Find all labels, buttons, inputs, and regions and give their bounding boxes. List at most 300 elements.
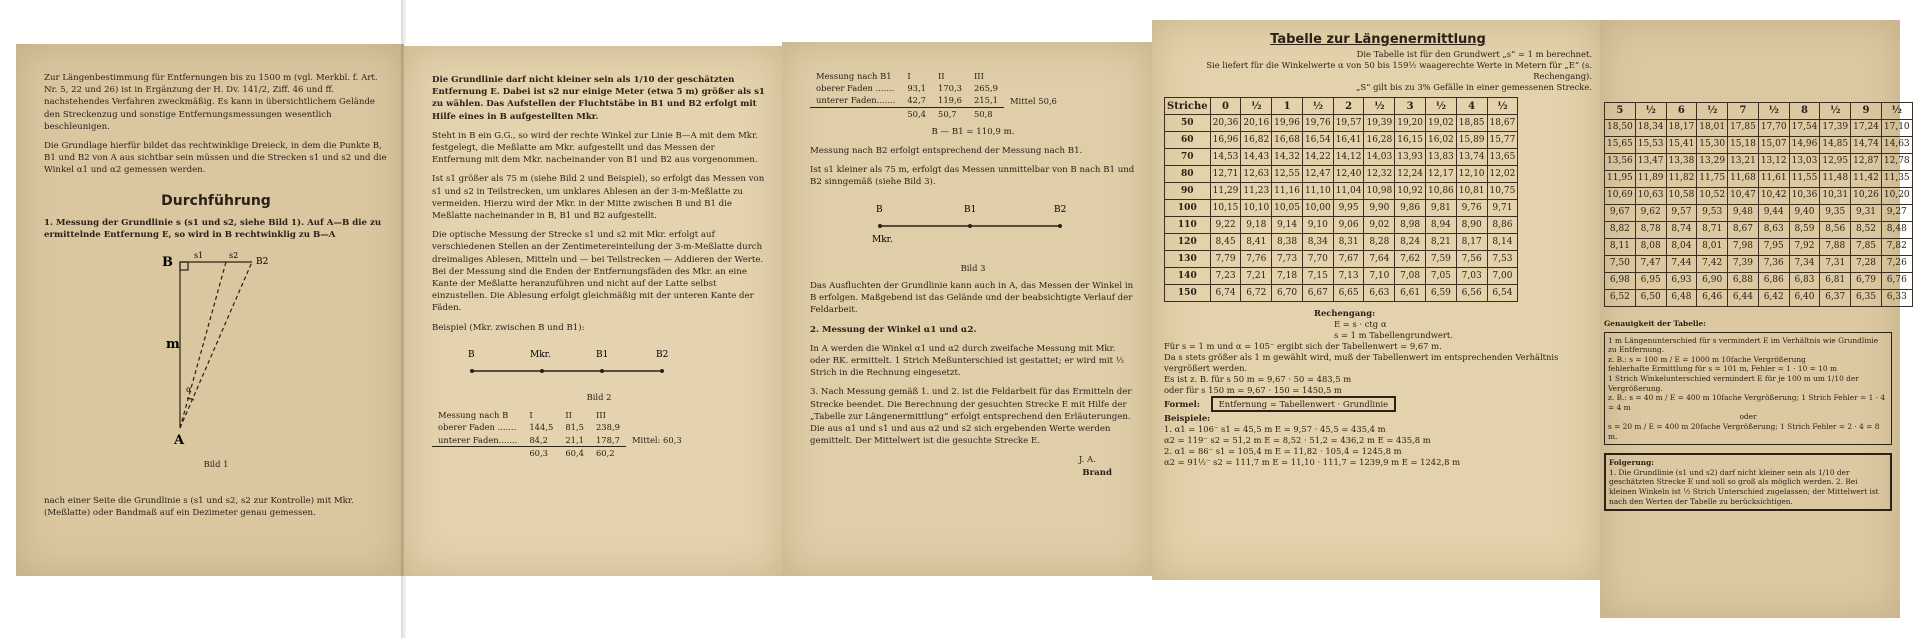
table-cell: 6,59 [1426,285,1457,302]
table-cell: 84,2 [529,434,548,445]
table-cell: 8,24 [1395,234,1426,251]
table-cell: 8,08 [1635,239,1666,256]
table-cell: 9,76 [1456,200,1487,217]
table-row [1605,137,1913,154]
table-cell: 6,65 [1333,285,1364,302]
table-cell: 7,28 [1851,256,1882,273]
table-cell: 130 [1165,251,1211,268]
table-cell: 18,34 [1635,120,1666,137]
table-cell: 12,02 [1487,166,1518,183]
table-cell: 6,90 [1697,273,1728,290]
table-cell: 110 [1165,217,1211,234]
signature-line-1: J. A. [1078,455,1096,466]
table-cell: 170,3 [937,83,962,94]
beispiel-label: Beispiel (Mkr. zwischen B und B1): [432,322,585,333]
table-cell: 11,61 [1758,171,1789,188]
table-cell: III [973,71,984,81]
table-cell: 7,31 [1820,256,1851,273]
beispiel-1a: 1. α1 = 106⁻ s1 = 45,5 m E = 9,57 · 45,5 = 435,4 m [1164,424,1386,434]
table-cell: 7,13 [1333,268,1364,285]
line3-label-b: B [876,204,883,215]
example-line-2: oder für s 150 m = 9,67 · 150 = 1450,5 m [1164,385,1342,395]
table-cell: 13,29 [1697,154,1728,171]
table-cell: 14,22 [1302,149,1333,166]
table-cell: 14,12 [1333,149,1364,166]
table-cell: 10,15 [1210,200,1241,217]
table-cell: 7,67 [1333,251,1364,268]
table-cell: 10,31 [1820,188,1851,205]
table-cell: 9,53 [1697,205,1728,222]
table-cell: 6,63 [1364,285,1395,302]
table-row [1165,217,1518,234]
table-cell: 9,67 [1605,205,1636,222]
table-cell: 13,03 [1789,154,1820,171]
table-header-cell: 5 [1605,103,1636,120]
table-header-row [432,409,688,421]
table-cell: 6,44 [1728,290,1759,307]
table-cell: 81,5 [565,422,584,433]
formel-label: Formel: [1164,399,1200,409]
table-cell: 6,98 [1605,273,1636,290]
table-cell: 15,53 [1635,137,1666,154]
table-cell: 8,78 [1635,222,1666,239]
table-row [1165,183,1518,200]
table-cell: 60,2 [595,447,615,458]
p3-paragraph-3: Das Ausfluchten der Grundlinie kann auch in A, das Messen der Winkel in B erfolgen. Maßgebend ist das Gelände und der beabsichtigte Verlauf der Feldarbeit. [810,281,1134,316]
table-cell: 7,26 [1881,256,1912,273]
table-cell: 8,82 [1605,222,1636,239]
rechengang-title: Rechengang: [1314,308,1376,318]
table-cell: 12,40 [1333,166,1364,183]
table-cell: 18,85 [1456,115,1487,132]
table-cell: 100 [1165,200,1211,217]
table-cell: 7,39 [1728,256,1759,273]
table-cell: 14,63 [1881,137,1912,154]
example-line-1: Es ist z. B. für s 50 m = 9,67 · 50 = 483,5 m [1164,374,1352,384]
table-cell: I [907,71,911,81]
table-cell: 11,23 [1241,183,1272,200]
table-cell: 11,75 [1697,171,1728,188]
table-cell: Messung nach B1 [816,71,892,81]
table-cell: 6,37 [1820,290,1851,307]
table-cell: 18,67 [1487,115,1518,132]
table-row [1605,290,1913,307]
table-cell: 13,56 [1605,154,1636,171]
table-cell: 6,67 [1302,285,1333,302]
length-table-left [1164,97,1518,302]
table-cell: 8,17 [1456,234,1487,251]
table-cell: 9,48 [1728,205,1759,222]
beispiel-2a: 2. α1 = 86⁻ s1 = 105,4 m E = 11,82 · 105,4 = 1245,8 m [1164,446,1402,456]
table-cell: 16,41 [1333,132,1364,149]
mittel-value: Mittel: 60,3 [631,435,682,446]
table-cell: 60 [1165,132,1211,149]
table-cell: 12,32 [1364,166,1395,183]
fig-label-alpha: α [186,385,192,395]
measurement-table-b1 [810,70,1063,120]
table-row [1165,149,1518,166]
table-cell: 14,43 [1241,149,1272,166]
table-header-cell: 6 [1666,103,1697,120]
table-cell: 8,45 [1210,234,1241,251]
table-cell: 6,81 [1820,273,1851,290]
table-cell: 11,89 [1635,171,1666,188]
table-cell: 265,9 [973,83,998,94]
table-cell: unterer Faden....... [438,434,518,445]
figure-2-line [432,341,752,381]
beispiel-2b: α2 = 91½⁻ s2 = 111,7 m E = 11,10 · 111,7 = 1239,9 m E = 1242,8 m [1164,457,1461,467]
mittel-value: Mittel 50,6 [1009,95,1057,106]
table-cell: 16,82 [1241,132,1272,149]
table-cell: 13,12 [1758,154,1789,171]
table-cell: 7,70 [1302,251,1333,268]
table-cell: 9,27 [1881,205,1912,222]
table-cell: 7,59 [1426,251,1457,268]
table-cell: II [565,410,572,421]
table-cell: 15,18 [1728,137,1759,154]
page-panel-4 [1152,20,1600,580]
table-cell: 9,22 [1210,217,1241,234]
table-cell: 8,21 [1426,234,1457,251]
table-cell: 6,93 [1666,273,1697,290]
table-cell: 15,89 [1456,132,1487,149]
beispiel-1b: α2 = 119⁻ s2 = 51,2 m E = 8,52 · 51,2 = 436,2 m E = 435,8 m [1164,435,1431,445]
table-cell: 12,17 [1426,166,1457,183]
step1-paragraph: 1. Messung der Grundlinie s (s1 und s2, siehe Bild 1). Auf A—B die zu ermittelnde Entfernung E, so wird in B rechtwinklig zu B—A [44,217,382,241]
table-cell: 11,68 [1728,171,1759,188]
table-cell: 6,86 [1758,273,1789,290]
table-cell: 8,74 [1666,222,1697,239]
table-cell: 11,10 [1302,183,1333,200]
table-cell: 15,07 [1758,137,1789,154]
subtitle-3: „S“ gilt bis zu 3% Gefälle in einer gemessenen Strecke. [1356,82,1592,92]
table-cell: 7,82 [1881,239,1912,256]
table-cell: 14,32 [1272,149,1303,166]
table-cell: 7,88 [1820,239,1851,256]
table-cell: 7,18 [1272,268,1303,285]
table-cell: 150 [1165,285,1211,302]
table-cell: 8,52 [1851,222,1882,239]
table-cell: 12,78 [1881,154,1912,171]
table-row [1165,268,1518,285]
table-cell: 8,59 [1789,222,1820,239]
table-cell: 8,94 [1426,217,1457,234]
table-header-row [810,70,1063,82]
formula-2: s = 1 m Tabellengrundwert. [1334,330,1453,340]
table-cell: 6,48 [1666,290,1697,307]
figure-3-caption: Bild 3 [960,262,986,273]
subtitle-1: Die Tabelle ist für den Grundwert „s“ = 1 m berechnet. [1356,49,1592,59]
table-cell: 7,73 [1272,251,1303,268]
formula-1: E = s · ctg α [1334,319,1387,329]
table-cell: 10,20 [1881,188,1912,205]
table-cell [810,107,901,120]
table-cell: 7,85 [1851,239,1882,256]
table-cell: 11,82 [1666,171,1697,188]
table-row [1165,234,1518,251]
line2-label-mkr: Mkr. [530,349,551,360]
table-cell: 16,68 [1272,132,1303,149]
table-cell: 6,76 [1881,273,1912,290]
table-cell: 50,7 [937,108,957,119]
table-header-cell: ½ [1697,103,1728,120]
measurement-table-b [432,409,688,459]
table-cell: 12,63 [1241,166,1272,183]
table-cell: 10,81 [1456,183,1487,200]
table-cell: 7,98 [1728,239,1759,256]
table-row [1165,200,1518,217]
table-header-cell: ½ [1426,98,1457,115]
table-cell: 6,52 [1605,290,1636,307]
section-heading: Durchführung [161,192,271,209]
table-cell: 20,16 [1241,115,1272,132]
table-cell: 10,69 [1605,188,1636,205]
table-cell: 9,10 [1302,217,1333,234]
figure-2-caption: Bild 2 [586,392,612,403]
table-cell: 7,53 [1487,251,1518,268]
table-cell: 15,77 [1487,132,1518,149]
table-cell: 18,01 [1697,120,1728,137]
table-cell: III [595,410,606,421]
table-row [1605,222,1913,239]
table-header-cell: 8 [1789,103,1820,120]
table-cell: 178,7 [595,434,620,445]
table-cell: 7,56 [1456,251,1487,268]
fig-label-s1: s1 [194,251,204,261]
table-header-cell: 9 [1851,103,1882,120]
table-cell: 8,01 [1697,239,1728,256]
table-cell: 60,3 [529,447,548,458]
line3-label-b2: B2 [1054,204,1067,215]
table-cell: 7,92 [1789,239,1820,256]
explain-line-2: Da s stets größer als 1 m gewählt wird, muß der Tabellenwert im entsprechenden Verhältnis vergrößert werden. [1164,352,1559,373]
p2-paragraph-3: Ist s1 größer als 75 m (siehe Bild 2 und Beispiel), so erfolgt das Messen von s1 und s2 in Teilstrecken, um unklares Ablesen an der 3-m-Meßlatte zu vermeiden. Hierzu wird der Mkr. in der Mitte zwischen B und B1 die Meßlatte nacheinander in B, B1 und B2 aufgestellt. [432,174,765,222]
page-panel-3 [782,42,1152,576]
table-cell: Messung nach B [438,410,509,421]
table-cell: 90 [1165,183,1211,200]
table-cell: 10,75 [1487,183,1518,200]
table-cell: 6,70 [1272,285,1303,302]
fig-label-a: A [174,433,185,449]
table-cell: 9,71 [1487,200,1518,217]
table-cell: 9,14 [1272,217,1303,234]
table-cell: 13,93 [1395,149,1426,166]
table-cell: 10,10 [1241,200,1272,217]
p3-paragraph-1: Messung nach B2 erfolgt entsprechend der Messung nach B1. [810,146,1083,157]
table-cell: 9,62 [1635,205,1666,222]
line2-label-b: B [468,349,475,360]
table-cell: 19,76 [1302,115,1333,132]
table-cell: 7,64 [1364,251,1395,268]
table-cell: 13,65 [1487,149,1518,166]
table-cell: 17,85 [1728,120,1759,137]
page-panel-2 [404,46,782,576]
table-cell: 14,53 [1210,149,1241,166]
table-cell: 9,90 [1364,200,1395,217]
table-header-cell: 3 [1395,98,1426,115]
table-cell: 13,83 [1426,149,1457,166]
table-cell: 7,08 [1395,268,1426,285]
table-cell: 11,48 [1820,171,1851,188]
fig-label-m: m [166,337,180,353]
table-cell: 6,88 [1728,273,1759,290]
table-cell: 7,05 [1426,268,1457,285]
table-cell: 9,40 [1789,205,1820,222]
table-row [432,421,688,433]
table-row [810,82,1063,94]
genauigkeit-3: fehlerhafte Ermittlung für s = 101 m, Fehler = 1 · 10 = 10 m [1608,364,1837,374]
figure-3-line [810,196,1130,252]
table-cell: 8,14 [1487,234,1518,251]
table-cell: oberer Faden ....... [816,83,895,94]
table-cell: 7,47 [1635,256,1666,273]
table-title: Tabelle zur Längenermittlung [1270,32,1486,47]
table-cell: 16,28 [1364,132,1395,149]
table-cell: 11,42 [1851,171,1882,188]
table-cell: 8,41 [1241,234,1272,251]
beispiele-label: Beispiele: [1164,413,1211,423]
genauigkeit-title: Genauigkeit der Tabelle: [1604,319,1706,328]
table-cell: 19,57 [1333,115,1364,132]
table-cell: 10,52 [1697,188,1728,205]
table-row [1605,171,1913,188]
table-cell: 9,57 [1666,205,1697,222]
table-cell: 238,9 [595,422,620,433]
genauigkeit-oder: oder [1739,412,1757,422]
table-cell: 6,54 [1487,285,1518,302]
table-header-cell: ½ [1364,98,1395,115]
table-header-cell: ½ [1820,103,1851,120]
table-cell: 15,30 [1697,137,1728,154]
table-cell: 16,15 [1395,132,1426,149]
table-cell: 11,55 [1789,171,1820,188]
table-row [1605,256,1913,273]
table-header-row [1605,103,1913,120]
p2-paragraph-1: Die Grundlinie darf nicht kleiner sein als 1/10 der geschätzten Entfernung E. Dabei ist s2 nur einige Meter (etwa 5 m) größer als s1 zu wählen. Das Aufstellen der Fluchtstäbe in B1 und B2 erfolgt mit Hilfe eines in B aufgestellten Mkr. [432,75,765,122]
fig-label-b2: B2 [256,257,269,268]
table-cell: 11,95 [1605,171,1636,188]
table-cell: 7,34 [1789,256,1820,273]
table-header-cell: 2 [1333,98,1364,115]
table-cell: 6,40 [1789,290,1820,307]
table-row [1605,205,1913,222]
table-cell: 6,83 [1789,273,1820,290]
table-cell: 9,35 [1820,205,1851,222]
table-cell: 12,95 [1820,154,1851,171]
table-cell: 8,71 [1697,222,1728,239]
table-cell: 10,92 [1395,183,1426,200]
p3-paragraph-4: In A werden die Winkel α1 und α2 durch zweifache Messung mit Mkr. oder RK. ermittelt. 1 Strich Meßunterschied ist gestattet; er wird mit ½ Strich in die Rechnung eingesetzt. [810,343,1125,379]
table-header-cell: 1 [1272,98,1303,115]
table-cell: 17,70 [1758,120,1789,137]
table-header-cell: 7 [1728,103,1759,120]
table-cell: 16,02 [1426,132,1457,149]
table-row [1605,273,1913,290]
table-cell: 14,96 [1789,137,1820,154]
table-row [1165,166,1518,183]
table-cell: 7,23 [1210,268,1241,285]
table-cell: 18,50 [1605,120,1636,137]
table-cell: 16,96 [1210,132,1241,149]
table-cell: 12,10 [1456,166,1487,183]
table-cell: 6,42 [1758,290,1789,307]
table-cell: 14,03 [1364,149,1395,166]
table-cell: 13,47 [1635,154,1666,171]
table-cell: 6,95 [1635,273,1666,290]
fig-label-s2: s2 [229,251,239,261]
folgerung-text: 1. Die Grundlinie (s1 und s2) darf nicht kleiner sein als 1/10 der geschätzten Strecke E und soll so groß als möglich werden. 2. Bei kleinen Winkeln ist ½ Strich Unterschied zugelassen; der Mittelwert ist nach den Werten der Tabelle zu berücksichtigen. [1609,467,1879,506]
table-cell: 93,1 [907,83,926,94]
p2-paragraph-2: Steht in B ein G.G., so wird der rechte Winkel zur Linie B—A mit dem Mkr. festgelegt, die Meßlatte am Mkr. aufgestellt und das Messen der Entfernung mit dem Mkr. nacheinander von B1 und B2 aus vorgenommen. [432,130,758,166]
table-cell: 7,21 [1241,268,1272,285]
table-cell: 11,29 [1210,183,1241,200]
subtitle-2: Sie liefert für die Winkelwerte α von 50 bis 159½ waagerechte Werte in Metern für „E“ (s. Rechengang). [1206,60,1592,81]
line2-label-b2: B2 [656,349,669,360]
table-cell: 15,65 [1605,137,1636,154]
table-cell: 6,50 [1635,290,1666,307]
table-cell: 8,38 [1272,234,1303,251]
table-cell: 17,39 [1820,120,1851,137]
table-cell: 7,03 [1456,268,1487,285]
table-cell: 14,85 [1820,137,1851,154]
intro-paragraph: Zur Längenbestimmung für Entfernungen bis zu 1500 m (vgl. Merkbl. f. Art. Nr. 5, 22 und 26) ist in Ergänzung der H. Dv. 141/2, Ziff. 46 und ff. nachstehendes Verfahren zweckmäßig. Es kann in übersichtlichem Gelände den Streckenzug und sonstige Entfernungsmessungen wesentlich beschleunigen. [44,73,378,132]
step3-paragraph: 3. Nach Messung gemäß 1. und 2. ist die Feldarbeit für das Ermitteln der Strecke beendet. Die Berechnung der gesuchten Strecke E mit Hilfe der „Tabelle zur Längenermittlung“ erfolgt entsprechend den Erläuterungen. Die aus α1 und s1 und aus α2 und s2 sich ergebenden Werte werden gemittelt. Der Mittelwert ist die gesuchte Strecke E. [810,387,1132,447]
table-cell: 14,74 [1851,137,1882,154]
table-cell: 8,04 [1666,239,1697,256]
length-table-right [1604,102,1913,307]
table-cell: 10,36 [1789,188,1820,205]
table-cell: 6,33 [1881,290,1912,307]
table-header-cell: ½ [1635,103,1666,120]
figure-1-caption: Bild 1 [203,459,229,470]
table-cell: 8,67 [1728,222,1759,239]
table-cell: 17,10 [1881,120,1912,137]
table-cell: 7,95 [1758,239,1789,256]
table-cell: 9,02 [1364,217,1395,234]
table-cell: 9,81 [1426,200,1457,217]
table-row [1165,251,1518,268]
table-cell: 6,46 [1697,290,1728,307]
table-cell: 144,5 [529,422,554,433]
table-cell: 19,39 [1364,115,1395,132]
table-cell: 6,56 [1456,285,1487,302]
explain-line-1: Für s = 1 m und α = 105⁻ ergibt sich der Tabellenwert = 9,67 m. [1164,341,1442,351]
table-cell: 11,04 [1333,183,1364,200]
table-cell: unterer Faden....... [816,95,896,106]
table-cell: 11,35 [1881,171,1912,188]
table-header-cell: 4 [1456,98,1487,115]
table-cell: 8,86 [1487,217,1518,234]
table-cell: 12,55 [1272,166,1303,183]
table-cell: 8,63 [1758,222,1789,239]
genauigkeit-4: 1 Strich Winkelunterschied vermindert E für je 100 m um 1/10 der Vergrößerung. [1608,373,1859,393]
table-cell: 10,86 [1426,183,1457,200]
table-header-cell: ½ [1302,98,1333,115]
table-cell: 50,8 [973,108,993,119]
table-cell: 19,02 [1426,115,1457,132]
table-cell: 7,79 [1210,251,1241,268]
table-cell: oberer Faden ....... [438,422,517,433]
line3-label-mkr: Mkr. [872,234,893,245]
genauigkeit-1: 1 m Längenunterschied für s vermindert E im Verhältnis wie Grundlinie zu Entfernung. [1608,335,1879,355]
table-cell: 80 [1165,166,1211,183]
table-cell: 16,54 [1302,132,1333,149]
table-cell: 17,54 [1789,120,1820,137]
genauigkeit-6: s = 20 m / E = 400 m 20fache Vergrößerung; 1 Strich Fehler = 2 · 4 = 8 m. [1608,421,1880,441]
table-cell: 8,34 [1302,234,1333,251]
table-cell: 9,31 [1851,205,1882,222]
table-header-cell: ½ [1881,103,1912,120]
